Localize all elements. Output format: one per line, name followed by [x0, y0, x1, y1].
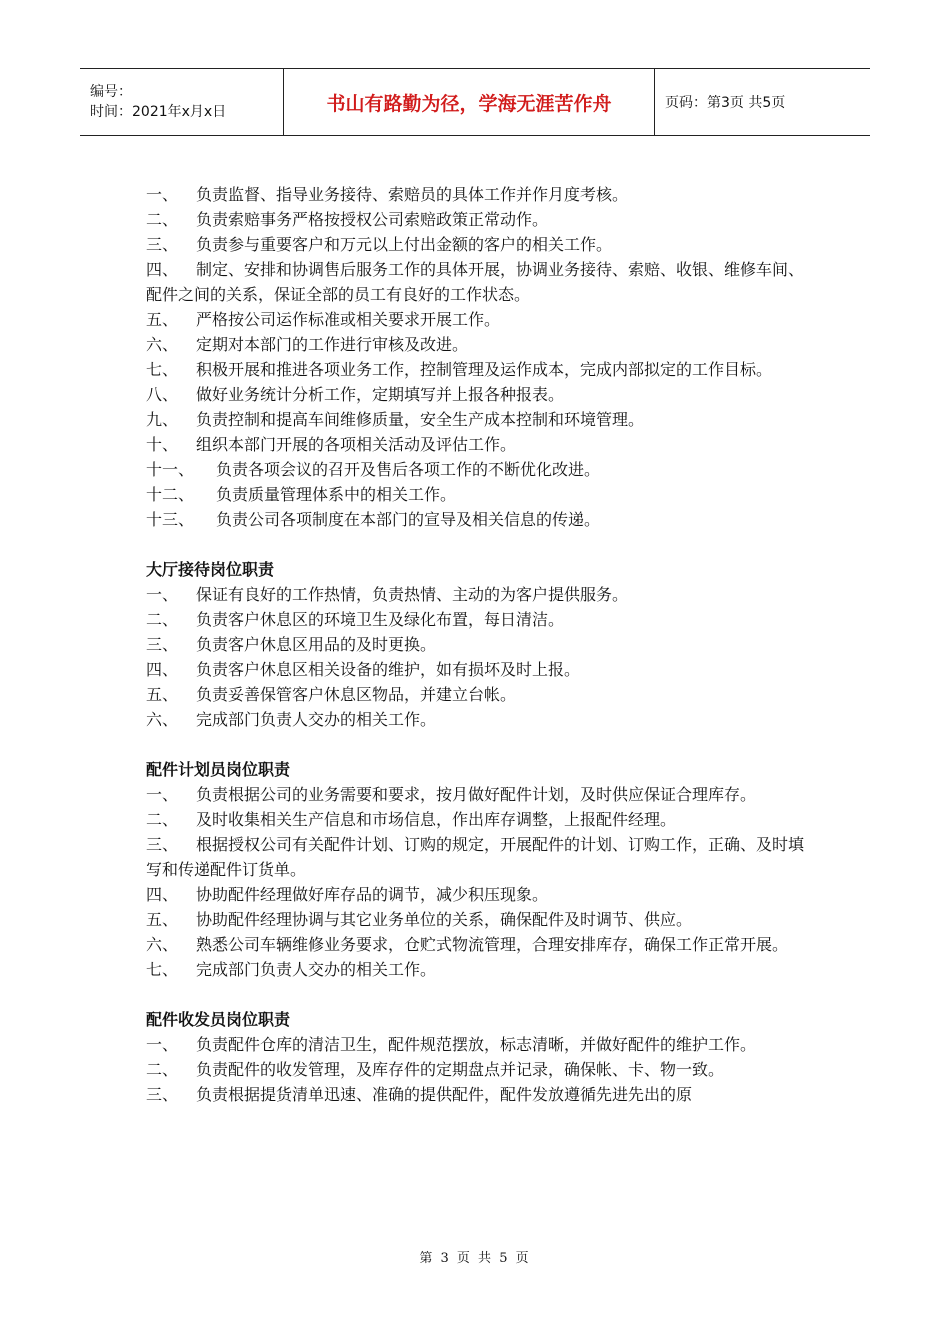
list-item-number: 六、: [146, 935, 179, 954]
list-item-number: 一、: [146, 585, 179, 604]
page-header: [80, 68, 870, 136]
list-item-text: 完成部门负责人交办的相关工作。: [196, 960, 437, 979]
list-item: [146, 332, 810, 357]
list-item-number: 五、: [146, 310, 179, 329]
list-item-number: 四、: [146, 260, 179, 279]
list-item: [146, 782, 810, 807]
list-item-number: 十三、: [146, 510, 195, 529]
list-item: [146, 307, 810, 332]
list-item-text: 负责控制和提高车间维修质量，安全生产成本控制和环境管理。: [196, 410, 645, 429]
list-item: [146, 357, 810, 382]
list-item: [146, 457, 810, 482]
document-number-label: 编号：: [90, 84, 132, 100]
list-item-text: 负责配件的收发管理，及库存件的定期盘点并记录，确保帐、卡、物一致。: [196, 1060, 725, 1079]
list-item-number: 二、: [146, 210, 179, 229]
list-item-number: 三、: [146, 835, 179, 854]
list-item-number: 七、: [146, 960, 179, 979]
list-item-number: 九、: [146, 410, 179, 429]
page-info-text: 页码：第3页 共5页: [665, 95, 786, 111]
list-item-text: 负责质量管理体系中的相关工作。: [216, 485, 457, 504]
list-item-number: 十、: [146, 435, 179, 454]
list-item: [146, 482, 810, 507]
section-heading: 配件计划员岗位职责: [146, 760, 291, 779]
list-item-number: 二、: [146, 1060, 179, 1079]
list-item-number: 二、: [146, 610, 179, 629]
list-item-text: 及时收集相关生产信息和市场信息，作出库存调整，上报配件经理。: [196, 810, 677, 829]
list-item: [146, 807, 810, 832]
list-item: [146, 682, 810, 707]
header-motto: [283, 69, 655, 135]
document-time-label: 时间：2021年x月x日: [90, 104, 227, 120]
list-item: [146, 882, 810, 907]
list-item-text: 保证有良好的工作热情，负责热情、主动的为客户提供服务。: [196, 585, 629, 604]
list-item-text: 严格按公司运作标准或相关要求开展工作。: [196, 310, 501, 329]
list-item: [146, 632, 810, 657]
list-item-number: 十一、: [146, 460, 195, 479]
list-item: [146, 257, 810, 307]
list-item-text: 根据授权公司有关配件计划、订购的规定，开展配件的计划、订购工作，正确、及时填写和传递配件订货单。: [146, 835, 805, 879]
list-item-text: 负责各项会议的召开及售后各项工作的不断优化改进。: [216, 460, 601, 479]
list-item-number: 五、: [146, 910, 179, 929]
list-item-number: 十二、: [146, 485, 195, 504]
motto-text: 书山有路勤为径，学海无涯苦作舟: [326, 92, 612, 115]
list-item-text: 负责参与重要客户和万元以上付出金额的客户的相关工作。: [196, 235, 613, 254]
list-item-number: 一、: [146, 1035, 179, 1054]
list-item-number: 二、: [146, 810, 179, 829]
list-item-text: 负责配件仓库的清洁卫生，配件规范摆放，标志清晰，并做好配件的维护工作。: [196, 1035, 757, 1054]
list-item-number: 六、: [146, 335, 179, 354]
list-item-number: 三、: [146, 235, 179, 254]
list-item-text: 负责客户休息区的环境卫生及绿化布置，每日清洁。: [196, 610, 565, 629]
list-item-text: 负责监督、指导业务接待、索赔员的具体工作并作月度考核。: [196, 185, 629, 204]
list-item-number: 一、: [146, 185, 179, 204]
list-item-text: 定期对本部门的工作进行审核及改进。: [196, 335, 469, 354]
list-item-text: 负责根据公司的业务需要和要求，按月做好配件计划，及时供应保证合理库存。: [196, 785, 757, 804]
list-item: [146, 657, 810, 682]
list-item: [146, 1057, 810, 1082]
page-footer: 第 3 页 共 5 页: [419, 1251, 531, 1266]
list-item-text: 完成部门负责人交办的相关工作。: [196, 710, 437, 729]
list-item-number: 三、: [146, 1085, 179, 1104]
list-item-text: 做好业务统计分析工作，定期填写并上报各种报表。: [196, 385, 565, 404]
list-item: [146, 907, 810, 932]
list-item-text: 负责客户休息区相关设备的维护，如有损坏及时上报。: [196, 660, 581, 679]
list-item: [146, 232, 810, 257]
list-item-number: 五、: [146, 685, 179, 704]
header-page-info: [655, 69, 870, 135]
list-item: [146, 407, 810, 432]
list-item-number: 七、: [146, 360, 179, 379]
section-heading: 配件收发员岗位职责: [146, 1010, 291, 1029]
list-item-text: 协助配件经理协调与其它业务单位的关系，确保配件及时调节、供应。: [196, 910, 693, 929]
list-item-text: 制定、安排和协调售后服务工作的具体开展，协调业务接待、索赔、收银、维修车间、配件之间的关系，保证全部的员工有良好的工作状态。: [146, 260, 805, 304]
list-item-number: 四、: [146, 885, 179, 904]
list-item-number: 一、: [146, 785, 179, 804]
list-item-number: 八、: [146, 385, 179, 404]
list-item: [146, 707, 810, 732]
section-heading: 大厅接待岗位职责: [146, 560, 275, 579]
list-item: [146, 832, 810, 882]
list-item: [146, 507, 810, 532]
list-item-text: 组织本部门开展的各项相关活动及评估工作。: [196, 435, 517, 454]
list-item-text: 负责妥善保管客户休息区物品，并建立台帐。: [196, 685, 517, 704]
list-item-text: 熟悉公司车辆维修业务要求，仓贮式物流管理，合理安排库存，确保工作正常开展。: [196, 935, 789, 954]
list-item-number: 三、: [146, 635, 179, 654]
list-item-text: 协助配件经理做好库存品的调节，减少积压现象。: [196, 885, 549, 904]
document-body: [146, 182, 810, 1107]
list-item-text: 负责索赔事务严格按授权公司索赔政策正常动作。: [196, 210, 549, 229]
list-item: [146, 957, 810, 982]
list-item: [146, 207, 810, 232]
list-item: [146, 432, 810, 457]
list-item: [146, 582, 810, 607]
list-item: [146, 382, 810, 407]
list-item-number: 四、: [146, 660, 179, 679]
list-item: [146, 1082, 810, 1107]
header-meta: [80, 69, 283, 135]
list-item: [146, 932, 810, 957]
list-item-text: 负责公司各项制度在本部门的宣导及相关信息的传递。: [216, 510, 601, 529]
list-item-text: 负责客户休息区用品的及时更换。: [196, 635, 437, 654]
list-item: [146, 182, 810, 207]
list-item-text: 积极开展和推进各项业务工作，控制管理及运作成本，完成内部拟定的工作目标。: [196, 360, 773, 379]
list-item: [146, 607, 810, 632]
list-item: [146, 1032, 810, 1057]
list-item-text: 负责根据提货清单迅速、准确的提供配件，配件发放遵循先进先出的原: [196, 1085, 693, 1104]
list-item-number: 六、: [146, 710, 179, 729]
